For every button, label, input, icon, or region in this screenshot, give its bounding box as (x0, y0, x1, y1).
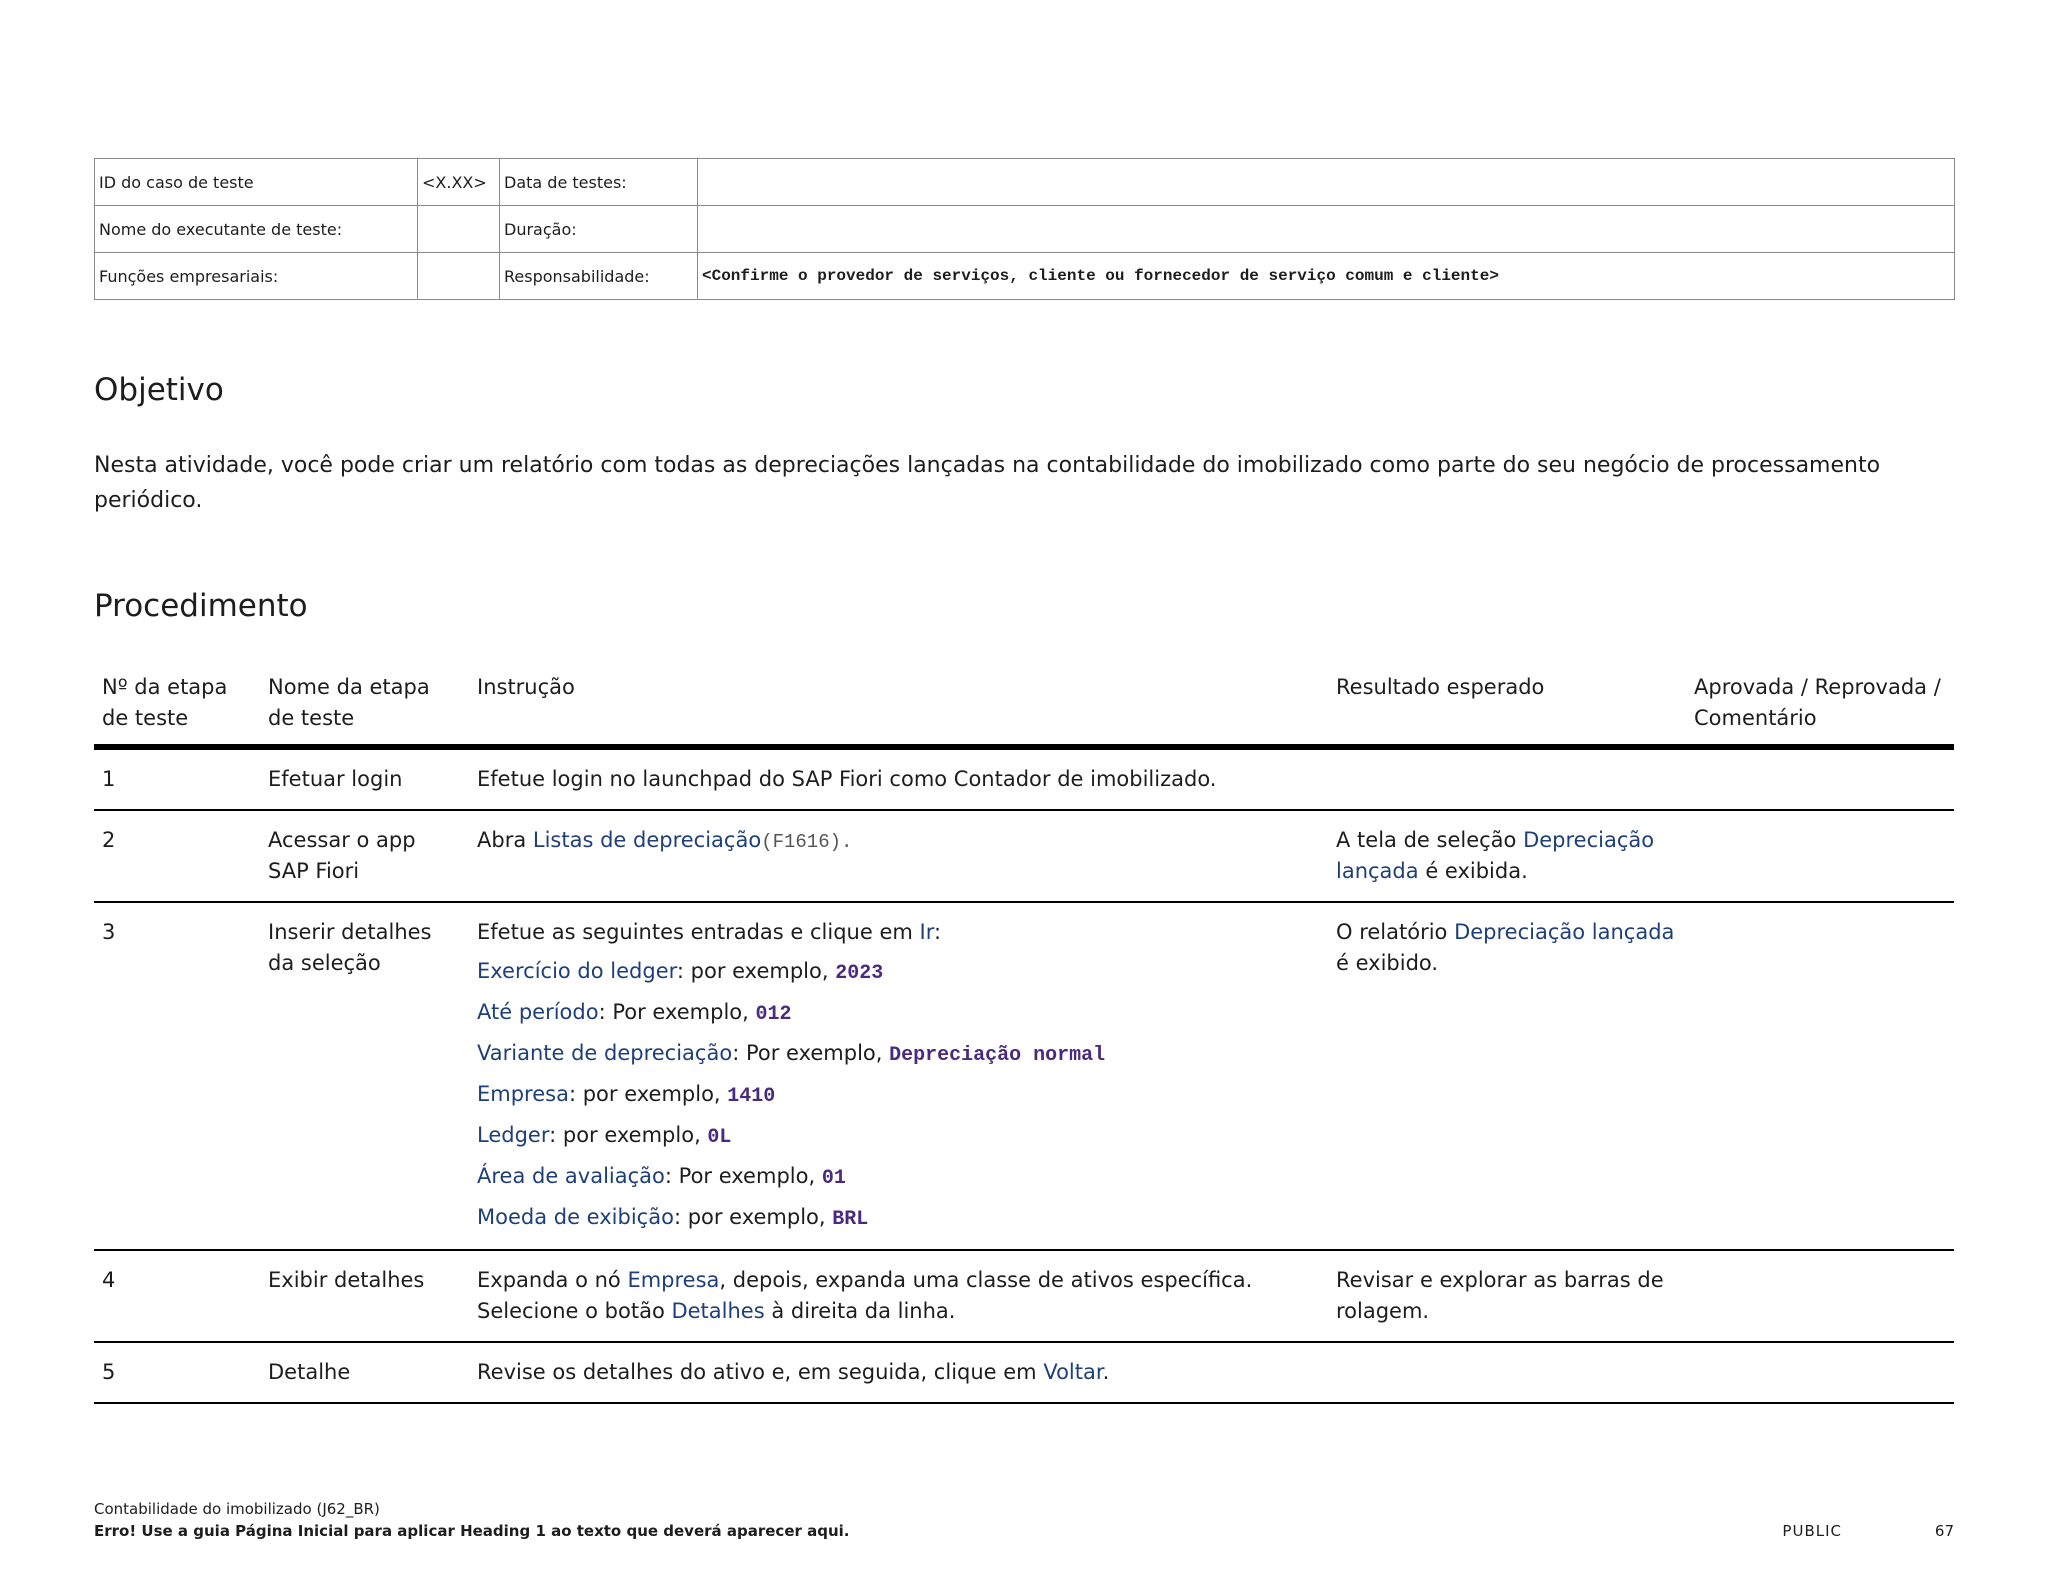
col-header-pass-fail: Aprovada / Reprovada / Comentário (1686, 666, 1954, 747)
node-ref: Empresa (627, 1268, 720, 1292)
step-pass-fail (1686, 1342, 1954, 1403)
procedure-table (94, 666, 1954, 1404)
table-row (94, 747, 1954, 810)
col-header-instruction: Instrução (469, 666, 1328, 747)
field-text: : Por exemplo, (598, 1000, 756, 1024)
field-label: Área de avaliação (477, 1164, 665, 1188)
step-name: Efetuar login (260, 747, 469, 810)
col-header-expected: Resultado esperado (1328, 666, 1686, 747)
footer-page-number: 67 (1934, 1522, 1954, 1540)
duration-label: Duração: (500, 206, 698, 253)
test-date-value (698, 159, 1955, 206)
step-name: Acessar o app SAP Fiori (260, 810, 469, 902)
field-line (477, 1038, 1320, 1071)
footer-classification: PUBLIC (1782, 1522, 1842, 1540)
field-text: : Por exemplo, (664, 1164, 822, 1188)
field-value: Depreciação normal (889, 1044, 1106, 1067)
details-button-ref: Detalhes (671, 1299, 765, 1323)
step-instruction (469, 1250, 1328, 1342)
test-case-id-label: ID do caso de teste (95, 159, 418, 206)
field-line (477, 1161, 1320, 1194)
field-value: 1410 (727, 1085, 776, 1108)
document-page (94, 158, 1953, 1384)
back-button-ref: Voltar (1043, 1360, 1103, 1384)
step-number: 3 (94, 902, 260, 1250)
col-header-step-no: Nº da etapa de teste (94, 666, 260, 747)
step-instruction (469, 902, 1328, 1250)
field-text: : por exemplo, (676, 959, 836, 983)
expected-text: é exibida. (1418, 859, 1528, 883)
footer-doc-title: Contabilidade do imobilizado (J62_BR) (94, 1500, 380, 1518)
field-line (477, 1079, 1320, 1112)
go-button-ref: Ir (919, 920, 934, 944)
info-row (95, 159, 1955, 206)
instruction-text: : (933, 920, 942, 944)
info-row (95, 206, 1955, 253)
field-text: : por exemplo, (549, 1123, 708, 1147)
instruction-text: Abra (477, 828, 533, 852)
expected-text: A tela de seleção (1336, 828, 1524, 852)
instruction-text: à direita da linha. (764, 1299, 956, 1323)
procedure-header-row (94, 666, 1954, 747)
step-pass-fail (1686, 810, 1954, 902)
business-roles-label: Funções empresariais: (95, 253, 418, 300)
step-expected (1328, 810, 1686, 902)
objective-title: Objetivo (94, 372, 224, 408)
objective-text: Nesta atividade, você pode criar um relatório com todas as depreciações lançadas na contabilidade do imobilizado como parte do seu negócio de processamento periódico. (94, 453, 1881, 513)
expected-text: é exibido. (1336, 951, 1439, 975)
table-row (94, 1342, 1954, 1403)
step-number: 1 (94, 747, 260, 810)
screen-name-link: Depreciação lançada (1336, 828, 1655, 883)
step-name: Exibir detalhes (260, 1250, 469, 1342)
field-value: 0L (707, 1126, 732, 1149)
test-case-info-table (94, 158, 1955, 300)
step-instruction: Efetue login no launchpad do SAP Fiori como Contador de imobilizado. (469, 747, 1954, 810)
expected-text: O relatório (1336, 920, 1455, 944)
step-instruction (469, 1342, 1328, 1403)
step-instruction (469, 810, 1328, 902)
responsibility-label: Responsabilidade: (500, 253, 698, 300)
field-value: BRL (832, 1208, 869, 1231)
step-expected (1328, 902, 1686, 1250)
tester-name-label: Nome do executante de teste: (95, 206, 418, 253)
field-line (477, 1202, 1320, 1235)
app-link[interactable]: Listas de depreciação (532, 828, 762, 852)
step-number: 2 (94, 810, 260, 902)
business-roles-value (418, 253, 500, 300)
field-text: : por exemplo, (673, 1205, 833, 1229)
page-footer (94, 1500, 1954, 1540)
field-label: Moeda de exibição (477, 1205, 674, 1229)
field-label: Até período (477, 1000, 599, 1024)
field-text: : por exemplo, (568, 1082, 728, 1106)
footer-error-text: Erro! Use a guia Página Inicial para aplicar Heading 1 ao texto que deverá aparecer aqui. (94, 1522, 850, 1540)
field-label: Empresa (477, 1082, 569, 1106)
field-text: : Por exemplo, (732, 1041, 890, 1065)
app-id-code: (F1616). (761, 831, 853, 853)
field-value: 01 (821, 1167, 846, 1190)
step-expected (1328, 1342, 1686, 1403)
instruction-text: Efetue as seguintes entradas e clique em (477, 920, 920, 944)
step-pass-fail (1686, 1250, 1954, 1342)
responsibility-value: <Confirme o provedor de serviços, cliente ou fornecedor de serviço comum e cliente> (698, 253, 1955, 300)
duration-value (698, 206, 1955, 253)
step-number: 4 (94, 1250, 260, 1342)
instruction-text: . (1102, 1360, 1110, 1384)
test-case-id-value: <X.XX> (418, 159, 500, 206)
info-row (95, 253, 1955, 300)
instruction-text: , depois, expanda uma classe de ativos específica. Selecione o botão (477, 1268, 1253, 1323)
field-value: 2023 (835, 962, 884, 985)
field-label: Variante de depreciação (477, 1041, 733, 1065)
field-value: 012 (755, 1003, 792, 1026)
table-row (94, 1250, 1954, 1342)
field-line (477, 1120, 1320, 1153)
table-row (94, 810, 1954, 902)
field-label: Ledger (477, 1123, 550, 1147)
step-name: Inserir detalhes da seleção (260, 902, 469, 1250)
step-pass-fail (1686, 902, 1954, 1250)
instruction-text: Expanda o nó (477, 1268, 628, 1292)
field-line (477, 997, 1320, 1030)
procedure-title: Procedimento (94, 588, 308, 624)
table-row (94, 902, 1954, 1250)
step-expected: Revisar e explorar as barras de rolagem. (1328, 1250, 1686, 1342)
tester-name-value (418, 206, 500, 253)
field-label: Exercício do ledger (477, 959, 677, 983)
step-number: 5 (94, 1342, 260, 1403)
instruction-line (477, 917, 1320, 948)
step-name: Detalhe (260, 1342, 469, 1403)
instruction-text: Revise os detalhes do ativo e, em seguida, clique em (477, 1360, 1044, 1384)
test-date-label: Data de testes: (500, 159, 698, 206)
field-line (477, 956, 1320, 989)
report-name-link: Depreciação lançada (1454, 920, 1675, 944)
col-header-step-name: Nome da etapa de teste (260, 666, 469, 747)
